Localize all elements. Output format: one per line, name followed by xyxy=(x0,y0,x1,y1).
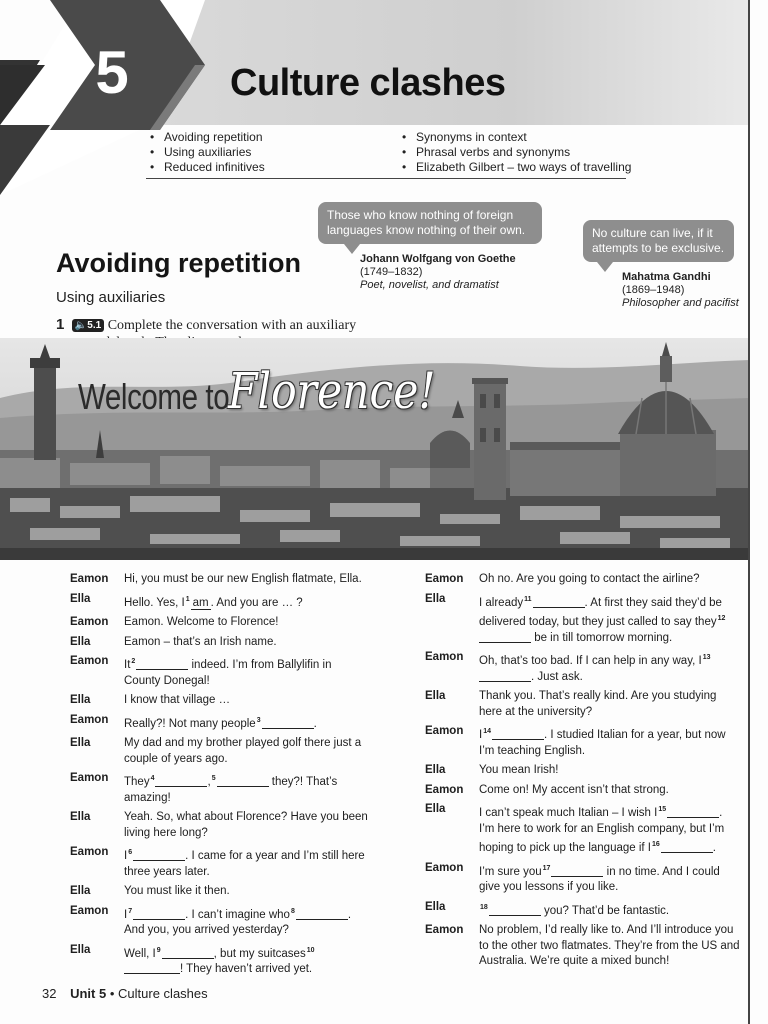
audio-track-number: 5.1 xyxy=(87,320,102,331)
answer-gap[interactable] xyxy=(492,728,544,740)
speaker-name: Eamon xyxy=(425,783,464,796)
answer-gap[interactable] xyxy=(533,596,585,608)
dialogue-text xyxy=(124,884,370,900)
text-segment: ! They haven’t arrived yet. xyxy=(180,963,313,975)
quote-author-years: (1749–1832) xyxy=(360,266,423,278)
page-footer xyxy=(42,986,208,1001)
dialogue-text xyxy=(124,845,370,880)
exercise-number: 1 xyxy=(56,316,65,333)
example-answer: am xyxy=(192,596,209,609)
text-segment: . I’m here to work for an English company, but I’m hoping to pick up the language if I xyxy=(479,807,725,854)
answer-gap[interactable] xyxy=(217,775,269,787)
dialogue-line xyxy=(70,592,370,612)
answer-gap[interactable] xyxy=(262,717,314,729)
answer-gap[interactable] xyxy=(479,670,531,682)
answer-gap[interactable] xyxy=(133,849,185,861)
dialogue-text xyxy=(124,635,370,651)
speaker-name: Eamon xyxy=(70,713,109,726)
answer-gap[interactable] xyxy=(489,904,541,916)
dialogue-text xyxy=(479,592,740,647)
speaker-name: Eamon xyxy=(70,655,109,667)
quote-author-years: (1869–1948) xyxy=(622,284,685,296)
speaker-name: Ella xyxy=(70,737,91,749)
text-segment: You mean Irish! xyxy=(479,764,559,776)
text-segment: Come on! My accent isn’t that strong. xyxy=(479,783,669,796)
gap-number: 12 xyxy=(717,615,726,622)
text-segment: I know that village … xyxy=(124,694,231,706)
dialogue-text xyxy=(124,713,370,733)
text-segment: It xyxy=(124,659,131,671)
text-segment: Oh no. Are you going to contact the airline? xyxy=(479,573,700,585)
gap-number: 5 xyxy=(211,775,216,782)
footer-title: Culture clashes xyxy=(118,986,208,1001)
gap-number: 17 xyxy=(542,864,551,872)
dialogue-line xyxy=(70,654,370,689)
section-subtitle: Using auxiliaries xyxy=(56,289,166,306)
quote-attribution-goethe xyxy=(360,253,516,292)
text-segment: I xyxy=(124,908,128,921)
text-segment: Eamon – that’s an Irish name. xyxy=(124,635,277,648)
dialogue-line xyxy=(70,771,370,806)
dialogue-line xyxy=(70,943,370,978)
dialogue-line xyxy=(425,572,740,588)
footer-unit-label: Unit 5 xyxy=(70,986,107,1001)
text-segment: They xyxy=(124,776,150,788)
answer-gap[interactable] xyxy=(155,775,207,787)
speaker-name: Ella xyxy=(70,694,91,706)
dialogue-line xyxy=(70,713,370,733)
answer-gap[interactable] xyxy=(162,947,214,959)
text-segment: No problem, I’d really like to. And I’ll introduce you to the other two flatmates. They’re from the US and Australia. We’re quite a mixed bunch! xyxy=(479,924,740,967)
dialogue-line xyxy=(70,736,370,767)
text-segment: Yeah. So, what about Florence? Have you been living here long? xyxy=(124,811,368,839)
topic-item: • Avoiding repetition xyxy=(150,130,265,145)
quote-author-role: Philosopher and pacifist xyxy=(622,297,739,309)
answer-gap[interactable] xyxy=(191,596,211,612)
topic-item: • Using auxiliaries xyxy=(150,145,265,160)
answer-gap[interactable] xyxy=(133,908,185,920)
speaker-icon: 🔈 xyxy=(74,320,88,331)
text-segment: Thank you. That’s really kind. Are you studying here at the university? xyxy=(479,690,717,718)
text-segment: indeed. I’m from Ballylifin in County Donegal! xyxy=(124,659,332,687)
speaker-name: Ella xyxy=(70,592,91,605)
dialogue-line xyxy=(70,693,370,709)
unit-header xyxy=(0,0,768,200)
quote-author-name: Johann Wolfgang von Goethe xyxy=(360,253,516,265)
dialogue-line xyxy=(70,572,370,588)
text-segment: My dad and my brother played golf there just a couple of years ago. xyxy=(124,737,362,765)
speaker-name: Ella xyxy=(425,592,446,605)
text-segment: they?! That’s amazing! xyxy=(124,776,338,804)
text-segment: . At first they said they’d be delivered today, but they just called to say they xyxy=(479,596,722,628)
header-divider xyxy=(146,178,626,179)
text-segment: Well, I xyxy=(124,947,156,960)
dialogue-text xyxy=(124,615,370,631)
speaker-name: Ella xyxy=(70,811,91,823)
text-segment: Eamon. Welcome to Florence! xyxy=(124,616,279,628)
dialogue-text xyxy=(479,900,740,920)
gap-number: 6 xyxy=(128,849,133,856)
dialogue-line xyxy=(70,635,370,651)
dialogue-text xyxy=(124,693,370,709)
quote-author-role: Poet, novelist, and dramatist xyxy=(360,279,499,291)
text-segment: I’m sure you xyxy=(479,865,542,878)
speaker-name: Ella xyxy=(425,690,446,702)
gap-number: 9 xyxy=(156,946,161,954)
quote-bubble-gandhi: No culture can live, if it attempts to be exclusive. xyxy=(583,220,734,262)
photo-caption-florence: Florence! xyxy=(228,362,436,420)
text-segment: be in till tomorrow morning. xyxy=(531,631,673,644)
dialogue-line xyxy=(425,592,740,647)
dialogue-column-right xyxy=(425,572,740,974)
text-segment: Oh, that’s too bad. If I can help in any way, I xyxy=(479,655,702,667)
speaker-name: Eamon xyxy=(70,616,109,628)
page-edge xyxy=(748,0,750,1024)
dialogue-text xyxy=(479,724,740,759)
text-segment: . And you are … ? xyxy=(210,596,303,609)
text-segment: You must like it then. xyxy=(124,885,230,897)
speaker-name: Ella xyxy=(425,900,446,913)
text-segment: I can’t speak much Italian – I wish I xyxy=(479,807,658,819)
gap-number: 7 xyxy=(128,907,133,915)
dialogue-line xyxy=(425,923,740,970)
text-segment: I xyxy=(124,850,128,862)
gap-number: 16 xyxy=(652,841,660,848)
text-segment: , but my suitcases xyxy=(213,947,306,960)
quote-bubble-goethe: Those who know nothing of foreign languages know nothing of their own. xyxy=(318,202,542,244)
speaker-name: Ella xyxy=(425,764,446,776)
dialogue-text xyxy=(479,763,740,779)
dialogue-line xyxy=(425,650,740,685)
text-segment: I already xyxy=(479,596,524,609)
dialogue-line xyxy=(70,904,370,939)
dialogue-line xyxy=(425,763,740,779)
topics-list-right xyxy=(402,130,631,175)
topic-item: • Reduced infinitives xyxy=(150,160,265,175)
quote-attribution-gandhi xyxy=(622,271,739,310)
speaker-name: Eamon xyxy=(70,772,109,784)
quote-author-name: Mahatma Gandhi xyxy=(622,271,711,283)
dialogue-line xyxy=(70,845,370,880)
gap-number: 15 xyxy=(658,806,667,813)
gap-number: 10 xyxy=(306,946,315,954)
text-segment: . I studied Italian for a year, but now I’m teaching English. xyxy=(479,729,726,757)
text-segment: . I came for a year and I’m still here three years later. xyxy=(124,850,365,878)
dialogue-line xyxy=(425,900,740,920)
dialogue-line xyxy=(70,884,370,900)
dialogue-text xyxy=(479,650,740,685)
topic-item: • Synonyms in context xyxy=(402,130,631,145)
dialogue-line xyxy=(425,802,740,857)
text-segment: . Just ask. xyxy=(531,670,583,683)
speaker-name: Ella xyxy=(425,803,446,815)
dialogue-text xyxy=(479,802,740,857)
answer-gap[interactable] xyxy=(136,658,188,670)
footer-separator: • xyxy=(109,986,115,1001)
dialogue-text xyxy=(124,654,370,689)
topics-list-left xyxy=(150,130,265,175)
text-segment: I xyxy=(479,729,483,741)
speaker-name: Eamon xyxy=(70,846,109,858)
dialogue-column-left xyxy=(70,572,370,982)
dialogue-text xyxy=(124,943,370,978)
gap-number: 11 xyxy=(524,595,532,603)
answer-gap[interactable] xyxy=(551,865,603,877)
photo-caption-welcome: Welcome to xyxy=(78,376,230,417)
gap-number: 1 xyxy=(185,595,190,603)
speaker-name: Ella xyxy=(70,885,91,897)
gap-number: 18 xyxy=(480,903,488,911)
dialogue-line xyxy=(70,615,370,631)
dialogue-text xyxy=(479,783,740,799)
speaker-name: Ella xyxy=(70,635,91,648)
dialogue-text xyxy=(479,689,740,720)
answer-gap[interactable] xyxy=(661,841,713,853)
dialogue-text xyxy=(124,904,370,939)
speaker-name: Eamon xyxy=(70,573,109,585)
dialogue-text xyxy=(479,923,740,970)
section-title: Avoiding repetition xyxy=(56,248,301,278)
instruction-line-1: Complete the conversation with an auxiliary xyxy=(107,318,357,333)
text-segment: Hello. Yes, I xyxy=(124,596,185,609)
page-number: 32 xyxy=(42,986,57,1001)
gap-number: 13 xyxy=(702,654,711,661)
gap-number: 14 xyxy=(483,728,491,735)
dialogue-line xyxy=(425,689,740,720)
text-segment: Really?! Not many people xyxy=(124,717,256,730)
text-segment: you? That’d be fantastic. xyxy=(540,904,670,917)
dialogue-text xyxy=(124,810,370,841)
speaker-name: Ella xyxy=(70,943,91,956)
answer-gap[interactable] xyxy=(667,806,719,818)
speaker-name: Eamon xyxy=(425,924,464,936)
dialogue-line xyxy=(70,810,370,841)
speaker-name: Eamon xyxy=(70,904,109,917)
topic-item: • Phrasal verbs and synonyms xyxy=(402,145,631,160)
audio-track-badge[interactable] xyxy=(72,319,104,332)
dialogue-text xyxy=(479,572,740,588)
text-segment: . xyxy=(712,842,716,854)
dialogue-text xyxy=(124,572,370,588)
unit-title: Culture clashes xyxy=(230,62,506,104)
answer-gap[interactable] xyxy=(296,908,348,920)
text-segment: . xyxy=(313,717,317,730)
text-segment: in no time. And I could give you lessons if you like. xyxy=(479,865,720,893)
answer-gap[interactable] xyxy=(124,962,180,974)
speaker-name: Eamon xyxy=(425,573,464,585)
unit-number: 5 xyxy=(95,39,127,106)
text-segment: Hi, you must be our new English flatmate, Ella. xyxy=(124,573,362,585)
dialogue-line xyxy=(425,783,740,799)
topic-item: • Elizabeth Gilbert – two ways of travelling xyxy=(402,160,631,175)
dialogue-text xyxy=(124,771,370,806)
speaker-name: Eamon xyxy=(425,861,464,874)
speaker-name: Eamon xyxy=(425,725,464,737)
dialogue-text xyxy=(479,861,740,896)
text-segment: . And you, you arrived yesterday? xyxy=(124,908,352,936)
dialogue-line xyxy=(425,861,740,896)
speaker-name: Eamon xyxy=(425,651,464,663)
answer-gap[interactable] xyxy=(479,631,531,643)
dialogue-text xyxy=(124,592,370,612)
gap-number: 3 xyxy=(256,716,261,724)
dialogue-line xyxy=(425,724,740,759)
gap-number: 4 xyxy=(150,775,155,782)
text-segment: , xyxy=(207,776,211,788)
gap-number: 8 xyxy=(290,907,295,915)
dialogue-text xyxy=(124,736,370,767)
text-segment: . I can’t imagine who xyxy=(185,908,290,921)
gap-number: 2 xyxy=(131,658,136,665)
